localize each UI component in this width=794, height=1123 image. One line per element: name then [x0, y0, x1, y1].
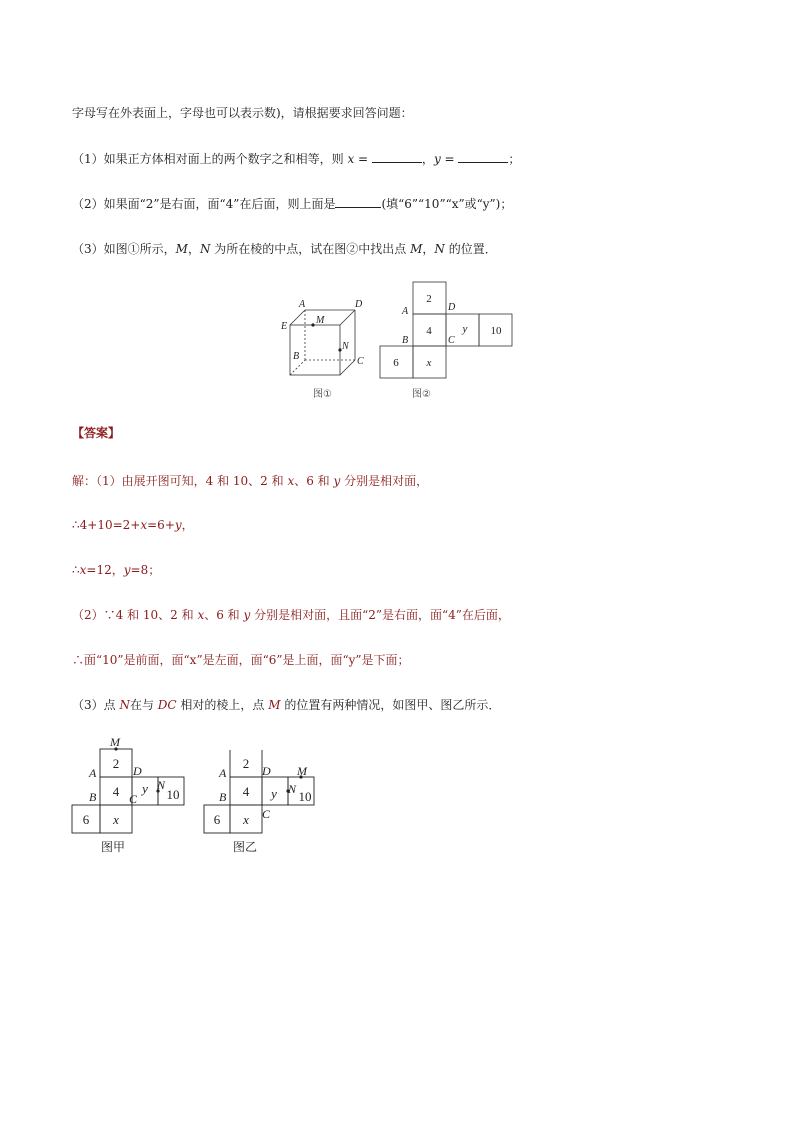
a3-x: x [79, 563, 87, 577]
label-n: N [342, 341, 349, 352]
label-a: A [89, 766, 97, 780]
label-d: D [448, 302, 456, 313]
answer-line-1 [72, 472, 428, 489]
answer-line-3 [72, 561, 160, 578]
q3-end: 的位置． [444, 242, 497, 256]
label-d: D [262, 764, 271, 778]
q1-end: ； [508, 152, 521, 166]
a1-mid: 、6 和 [294, 474, 334, 488]
answer-line-2 [72, 516, 194, 533]
label-n: N [157, 778, 166, 792]
cell-x-text: x [113, 812, 119, 827]
cell-y-text: y [271, 786, 277, 801]
question-1 [72, 150, 520, 167]
figure-jia-net [66, 730, 196, 860]
figure-1-caption: 图① [313, 389, 332, 400]
cell-4-text: 4 [242, 784, 250, 799]
q1-blank-y [458, 151, 508, 163]
label-a: A [219, 766, 227, 780]
answer-line-5: ∴面“10”是前面，面“x”是左面，面“6”是上面，面“y”是下面； [72, 653, 410, 667]
a2-pre: ∴4+10=2+ [72, 518, 141, 532]
cell-10-text: 10 [298, 789, 312, 804]
a6-mid2: 相对的棱上，点 [176, 698, 269, 712]
a2-end: ， [181, 518, 194, 532]
q1-y: y [433, 152, 441, 166]
cube-front-face [290, 325, 340, 375]
a4-y: y [243, 608, 251, 622]
q3-mid: 为所在棱的中点，试在图②中找出点 [210, 242, 411, 256]
q3-m2: M [410, 242, 423, 256]
a1-text: 解：（1）由展开图可知，4 和 10、2 和 [72, 474, 288, 488]
cube-edge [340, 310, 355, 325]
q3-m: M [175, 242, 188, 256]
label-b: B [219, 790, 227, 804]
label-c: C [448, 335, 455, 346]
q3-text: （3）如图①所示， [72, 242, 176, 256]
a6-n: N [119, 698, 130, 712]
point-m-dot [311, 323, 314, 326]
q3-n: N [199, 242, 211, 256]
cell-y-text: y [142, 781, 148, 796]
a1-y: y [333, 474, 341, 488]
q3-comma2: ， [422, 242, 435, 256]
label-c: C [262, 807, 271, 821]
label-b: B [89, 790, 97, 804]
intro-text: 字母写在外表面上，字母也可以表示数)，请根据要求回答问题： [72, 106, 413, 120]
cell-6-text: 6 [393, 357, 399, 369]
label-b: B [293, 351, 300, 362]
a2-y: y [174, 518, 182, 532]
cell-10-text: 10 [166, 787, 180, 802]
a4-pre: （2）∵4 和 10、2 和 [72, 608, 198, 622]
a4-end: 分别是相对面，且面“2”是右面，面“4”在后面， [250, 608, 510, 622]
label-b: B [402, 335, 409, 346]
label-a: A [299, 299, 306, 310]
label-a: A [402, 306, 409, 317]
q1-eq2: = [440, 152, 459, 166]
figure-2-caption: 图② [412, 389, 431, 400]
q1-x: x [347, 152, 355, 166]
a3-mid: =12， [86, 563, 124, 577]
label-m: M [316, 315, 325, 326]
cell-6-text: 6 [82, 812, 90, 827]
figure-yi-caption: 图乙 [233, 840, 258, 854]
cell-y-text: y [462, 323, 468, 335]
answer-line-4 [72, 606, 510, 623]
q1-blank-x [372, 151, 422, 163]
cell-2-text: 2 [112, 756, 120, 771]
answer-line-6 [72, 696, 500, 713]
a6-end: 的位置有两种情况，如图甲、图乙所示． [280, 698, 501, 712]
cube-edge [290, 310, 305, 325]
label-m: M [297, 764, 307, 778]
a2-mid: =6+ [147, 518, 175, 532]
q2-text: （2）如果面“2”是右面，面“4”在后面，则上面是 [72, 197, 336, 211]
figure-yi-net [198, 750, 328, 860]
label-m: M [110, 735, 120, 749]
a6-mid: 在与 [129, 698, 158, 712]
cell-4-text: 4 [426, 325, 432, 337]
a4-x: x [197, 608, 205, 622]
q2-blank [335, 196, 381, 208]
cell-6-text: 6 [213, 812, 221, 827]
figure-2-net [378, 280, 518, 404]
answer-title: 【答案】 [72, 426, 121, 440]
label-d: D [355, 299, 363, 310]
question-3 [72, 240, 497, 257]
a6-dc: DC [157, 698, 177, 712]
a2-x: x [140, 518, 148, 532]
q1-sep: ， [421, 152, 434, 166]
label-d: D [133, 764, 142, 778]
a3-end: =8； [130, 563, 161, 577]
a1-x: x [287, 474, 295, 488]
label-e: E [281, 321, 288, 332]
cell-2-text: 2 [242, 756, 250, 771]
cell-x-text: x [243, 812, 249, 827]
q1-prefix: （1）如果正方体相对面上的两个数字之和相等，则 [72, 152, 348, 166]
question-2 [72, 195, 512, 212]
a3-pre: ∴ [72, 563, 80, 577]
q2-end: (填“6”“10”“x”或“y”)； [381, 197, 513, 211]
a3-y: y [123, 563, 131, 577]
figure-jia-caption: 图甲 [101, 840, 126, 854]
a4-mid: 、6 和 [204, 608, 244, 622]
figure-1-cube [276, 292, 376, 404]
cell-10-text: 10 [490, 325, 502, 337]
cell-4-text: 4 [112, 784, 120, 799]
a1-end: 分别是相对面， [340, 474, 429, 488]
q1-eq1: = [354, 152, 372, 166]
label-c: C [357, 356, 364, 367]
cell-2-text: 2 [426, 293, 432, 305]
label-c: C [129, 792, 138, 806]
label-n: N [288, 782, 297, 796]
q3-n2: N [434, 242, 445, 256]
cube-hidden-edge [290, 360, 305, 375]
cube-edge [340, 360, 355, 375]
a6-m: M [268, 698, 281, 712]
q3-comma: ， [187, 242, 200, 256]
cell-x-text: x [426, 357, 432, 369]
a6-pre: （3）点 [72, 698, 120, 712]
